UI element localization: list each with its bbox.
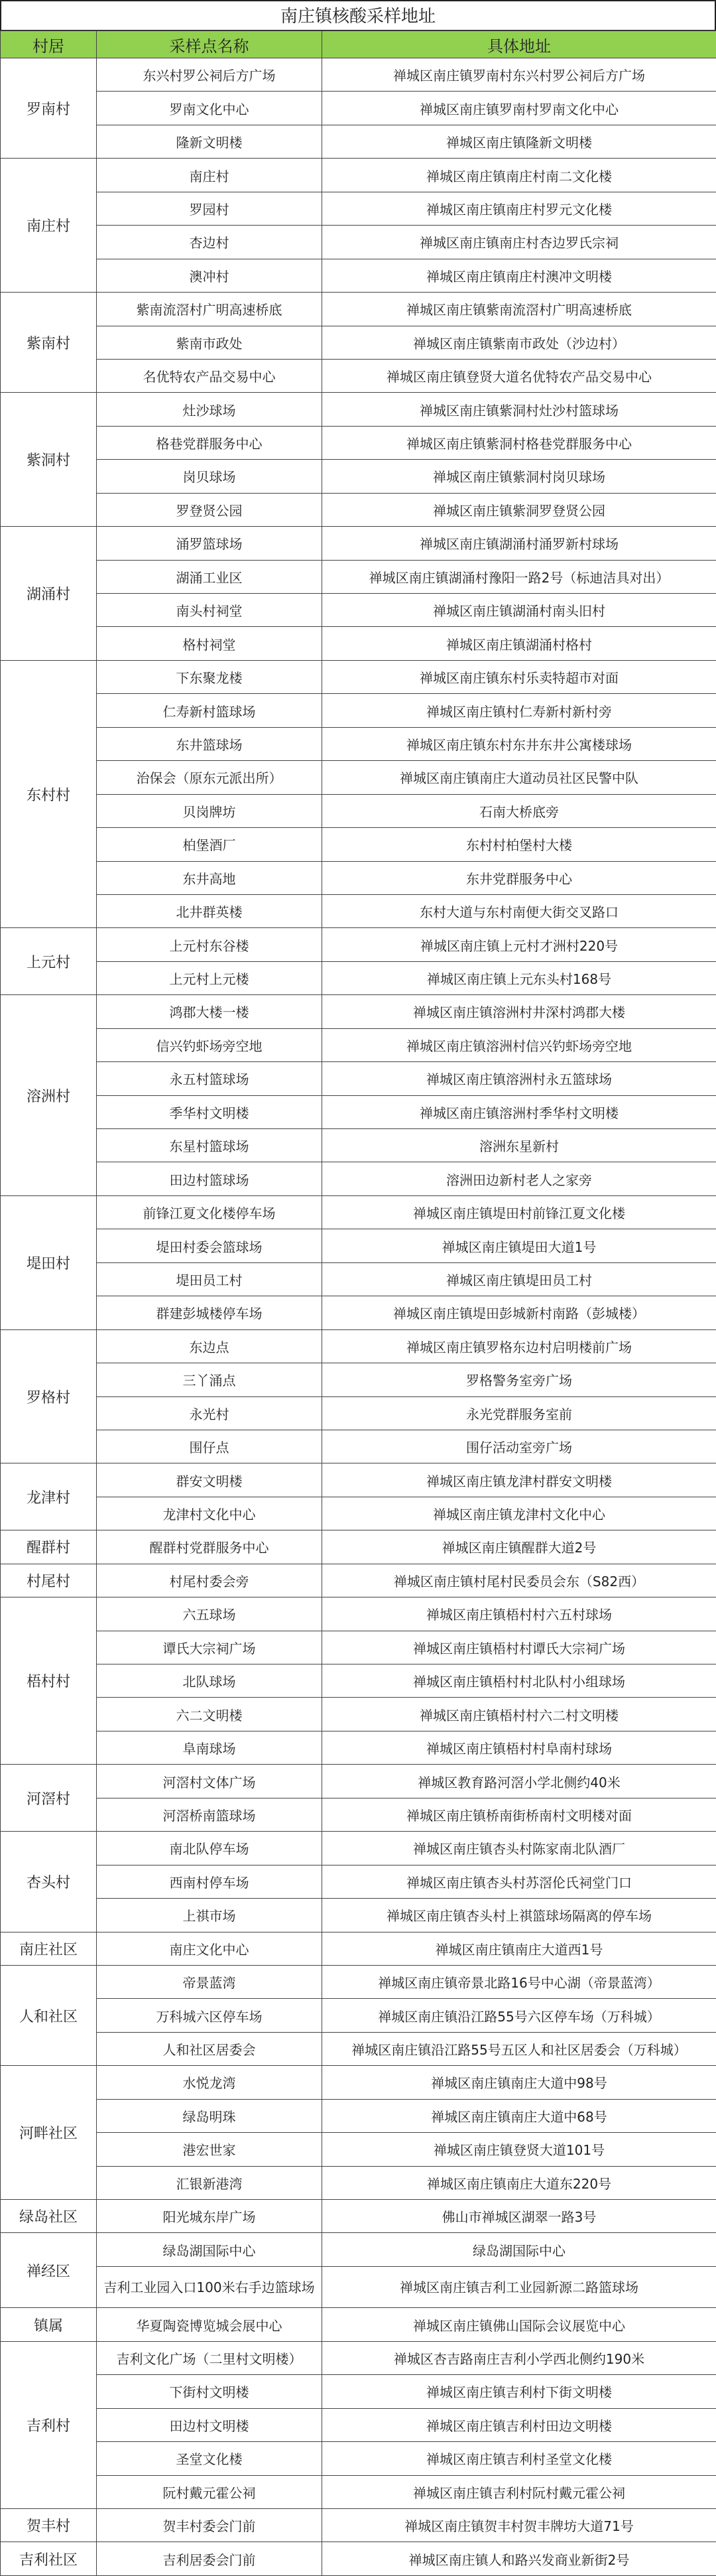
address-cell: 禅城区南庄镇溶洲村季华村文明楼 [322,1095,716,1128]
address-cell: 禅城区南庄镇杏头村陈家南北队酒厂 [322,1832,716,1865]
table-row [1,426,716,459]
village-cell: 紫洞村 [1,393,97,527]
address-cell: 禅城区南庄镇杏头村苏滘伦氏祠堂门口 [322,1865,716,1898]
table-row [1,1229,716,1262]
table-row [1,1497,716,1530]
table-row [1,2308,716,2341]
table-row [1,359,716,392]
site-name-cell: 村尾村委会旁 [97,1564,322,1597]
site-name-cell: 信兴钓虾场旁空地 [97,1028,322,1061]
table-row [1,1195,716,1229]
table-row [1,460,716,493]
table-row [1,2375,716,2408]
address-cell: 佛山市禅城区湖翠一路3号 [322,2200,716,2233]
address-cell: 绿岛湖国际中心 [322,2233,716,2266]
site-name-cell: 堤田村委会篮球场 [97,1229,322,1262]
village-cell: 上元村 [1,928,97,995]
table-row [1,627,716,660]
site-name-cell: 永五村篮球场 [97,1062,322,1095]
address-cell: 禅城区南庄镇堤田大道1号 [322,1229,716,1262]
site-name-cell: 吉利文化广场（二里村文明楼） [97,2341,322,2374]
table-row [1,527,716,560]
site-name-cell: 阜南球场 [97,1731,322,1764]
site-name-cell: 群安文明楼 [97,1463,322,1497]
page-title: 南庄镇核酸采样地址 [0,0,716,31]
village-cell: 溶洲村 [1,995,97,1196]
table-row [1,1664,716,1698]
address-cell: 禅城区南庄镇梧村村六五村球场 [322,1597,716,1631]
table-row [1,226,716,259]
site-name-cell: 谭氏大宗祠广场 [97,1631,322,1664]
table-body [1,58,716,2576]
address-cell: 禅城区南庄镇堤田员工村 [322,1262,716,1296]
address-cell: 禅城区南庄镇紫洞村岗贝球场 [322,460,716,493]
village-cell: 醒群村 [1,1530,97,1564]
table-row [1,1430,716,1463]
site-name-cell: 罗登贤公园 [97,493,322,526]
address-cell: 禅城区南庄镇南庄村杏边罗氏宗祠 [322,226,716,259]
table-row [1,1698,716,1731]
village-cell: 贺丰村 [1,2508,97,2542]
village-cell: 梧村村 [1,1597,97,1765]
village-cell: 南庄社区 [1,1932,97,1965]
table-header [1,31,716,58]
table-row [1,727,716,760]
site-name-cell: 水悦龙湾 [97,2066,322,2099]
site-name-cell: 圣堂文化楼 [97,2442,322,2475]
table-row [1,560,716,593]
table-row [1,794,716,827]
address-cell: 禅城区南庄镇东村乐卖特超市对面 [322,660,716,693]
table-row [1,259,716,292]
table-row [1,192,716,225]
table-row [1,1832,716,1865]
site-name-cell: 田边村篮球场 [97,1162,322,1195]
site-name-cell: 下东聚龙楼 [97,660,322,693]
address-cell: 溶洲东星新村 [322,1129,716,1162]
table-row [1,293,716,326]
address-cell: 禅城区南庄镇龙津村文化中心 [322,1497,716,1530]
site-name-cell: 柏堡酒厂 [97,828,322,861]
site-name-cell: 隆新文明楼 [97,125,322,158]
address-cell: 禅城区教育路河滘小学北侧约40米 [322,1765,716,1798]
site-name-cell: 东边点 [97,1329,322,1363]
site-name-cell: 灶沙球场 [97,393,322,426]
table-row [1,2442,716,2475]
table-row [1,1597,716,1631]
site-name-cell: 田边村文明楼 [97,2408,322,2441]
table-row [1,1062,716,1095]
address-cell: 禅城区南庄镇梧村村谭氏大宗祠广场 [322,1631,716,1664]
table-row [1,1363,716,1396]
site-name-cell: 人和社区居委会 [97,2032,322,2065]
address-cell: 禅城区南庄镇龙津村群安文明楼 [322,1463,716,1497]
site-name-cell: 醒群村党群服务中心 [97,1530,322,1564]
address-cell: 禅城区南庄镇湖涌村豫阳一路2号（标迪洁具对出） [322,560,716,593]
table-row [1,1899,716,1932]
address-cell: 禅城区南庄镇吉利村下街文明楼 [322,2375,716,2408]
site-name-cell: 吉利工业园入口100米右手边篮球场 [97,2266,322,2307]
address-cell: 禅城区南庄镇紫洞罗登贤公园 [322,493,716,526]
site-name-cell: 万科城六区停车场 [97,1999,322,2032]
site-name-cell: 龙津村文化中心 [97,1497,322,1530]
table-row [1,1798,716,1831]
village-cell: 河畔社区 [1,2066,97,2200]
address-cell: 禅城区南庄镇上元东头村168号 [322,961,716,994]
table-row [1,594,716,627]
address-cell: 禅城区杏吉路南庄吉利小学西北侧约190米 [322,2341,716,2374]
site-name-cell: 南北队停车场 [97,1832,322,1865]
address-cell: 东井党群服务中心 [322,861,716,894]
header-site-name: 采样点名称 [97,31,322,58]
site-name-cell: 群建彭城楼停车场 [97,1296,322,1329]
site-name-cell: 仁寿新村篮球场 [97,694,322,727]
site-name-cell: 南庄文化中心 [97,1932,322,1965]
address-cell: 禅城区南庄镇登贤大道名优特农产品交易中心 [322,359,716,392]
table-row [1,694,716,727]
village-cell: 罗格村 [1,1329,97,1463]
site-name-cell: 南头村祠堂 [97,594,322,627]
table-row [1,1530,716,1564]
site-name-cell: 罗南文化中心 [97,92,322,125]
table-row [1,92,716,125]
site-name-cell: 北队球场 [97,1664,322,1698]
table-row [1,1965,716,1998]
table-row [1,2233,716,2266]
site-name-cell: 上祺市场 [97,1899,322,1932]
table-row [1,326,716,359]
site-name-cell: 永光村 [97,1396,322,1430]
address-cell: 禅城区南庄镇吉利工业园新源二路篮球场 [322,2266,716,2307]
table-row [1,861,716,894]
site-name-cell: 季华村文明楼 [97,1095,322,1128]
address-cell: 禅城区南庄镇罗南村罗南文化中心 [322,92,716,125]
address-cell: 禅城区南庄镇南庄村澳冲文明楼 [322,259,716,292]
address-cell: 禅城区南庄镇梧村村六二村文明楼 [322,1698,716,1731]
address-cell: 禅城区南庄镇上元村才洲村220号 [322,928,716,961]
address-cell: 东村村柏堡村大楼 [322,828,716,861]
site-name-cell: 罗园村 [97,192,322,225]
village-cell: 村尾村 [1,1564,97,1597]
table-row [1,1731,716,1764]
table-row [1,2133,716,2166]
site-name-cell: 澳冲村 [97,259,322,292]
table-row [1,995,716,1028]
site-name-cell: 北井群英楼 [97,894,322,927]
address-cell: 禅城区南庄镇南庄大道动员社区民警中队 [322,761,716,794]
table-row [1,2200,716,2233]
table-row [1,1129,716,1162]
address-cell: 罗格警务室旁广场 [322,1363,716,1396]
table-row [1,961,716,994]
address-cell: 石南大桥底旁 [322,794,716,827]
site-name-cell: 六五球场 [97,1597,322,1631]
table-row [1,2066,716,2099]
village-cell: 吉利社区 [1,2542,97,2575]
address-cell: 禅城区南庄镇杏头村上祺篮球场隔离的停车场 [322,1899,716,1932]
site-name-cell: 港宏世家 [97,2133,322,2166]
address-cell: 禅城区南庄镇沿江路55号五区人和社区居委会（万科城） [322,2032,716,2065]
address-cell: 禅城区南庄镇登贤大道101号 [322,2133,716,2166]
site-name-cell: 汇银新港湾 [97,2166,322,2199]
village-cell: 东村村 [1,660,97,928]
table-row [1,2266,716,2307]
site-name-cell: 紫南流滘村广明高速桥底 [97,293,322,326]
address-cell: 禅城区南庄镇隆新文明楼 [322,125,716,158]
table-row [1,828,716,861]
address-cell: 东村大道与东村南便大街交叉路口 [322,894,716,927]
site-name-cell: 贝岗牌坊 [97,794,322,827]
address-cell: 禅城区南庄镇南庄村南二文化楼 [322,159,716,192]
address-cell: 禅城区南庄镇溶洲村永五篮球场 [322,1062,716,1095]
address-cell: 禅城区南庄镇吉利村圣堂文化楼 [322,2442,716,2475]
address-cell: 禅城区南庄镇紫洞村灶沙村篮球场 [322,393,716,426]
site-name-cell: 华夏陶瓷博览城会展中心 [97,2308,322,2341]
table-row [1,1095,716,1128]
address-cell: 禅城区南庄镇紫洞村格巷党群服务中心 [322,426,716,459]
address-cell: 禅城区南庄镇贺丰村贺丰牌坊大道71号 [322,2508,716,2542]
village-cell: 吉利村 [1,2341,97,2508]
table-row [1,1162,716,1195]
table-row [1,761,716,794]
address-cell: 禅城区南庄镇桥南街桥南村文明楼对面 [322,1798,716,1831]
table-row [1,2099,716,2132]
address-cell: 禅城区南庄镇堤田彭城新村南路（彭城楼） [322,1296,716,1329]
table-row [1,894,716,927]
site-name-cell: 围仔点 [97,1430,322,1463]
table-row [1,1999,716,2032]
address-cell: 禅城区南庄镇紫南市政处（沙边村） [322,326,716,359]
address-cell: 禅城区南庄镇溶洲村井深村鸿郡大楼 [322,995,716,1028]
address-cell: 禅城区南庄镇帝景北路16号中心湖（帝景蓝湾） [322,1965,716,1998]
table-row [1,2408,716,2441]
table-row [1,1631,716,1664]
sampling-table [0,31,716,2576]
address-cell: 禅城区南庄镇湖涌村格村 [322,627,716,660]
site-name-cell: 绿岛明珠 [97,2099,322,2132]
address-cell: 禅城区南庄镇南庄大道西1号 [322,1932,716,1965]
village-cell: 堤田村 [1,1195,97,1329]
address-cell: 禅城区南庄镇湖涌村涌罗新村球场 [322,527,716,560]
site-name-cell: 吉利居委会门前 [97,2542,322,2575]
table-row [1,1463,716,1497]
site-name-cell: 帝景蓝湾 [97,1965,322,1998]
site-name-cell: 岗贝球场 [97,460,322,493]
site-name-cell: 河滘桥南篮球场 [97,1798,322,1831]
address-cell: 禅城区南庄镇人和路兴发商业新街2号 [322,2542,716,2575]
table-row [1,1765,716,1798]
site-name-cell: 杏边村 [97,226,322,259]
village-cell: 龙津村 [1,1463,97,1530]
site-name-cell: 东星村篮球场 [97,1129,322,1162]
table-row [1,1028,716,1061]
site-name-cell: 东井篮球场 [97,727,322,760]
address-cell: 永光党群服务室前 [322,1396,716,1430]
site-name-cell: 三丫涌点 [97,1363,322,1396]
village-cell: 河滘村 [1,1765,97,1832]
address-cell: 禅城区南庄镇南庄大道中98号 [322,2066,716,2099]
table-row [1,2032,716,2065]
address-cell: 禅城区南庄镇醒群大道2号 [322,1530,716,1564]
site-name-cell: 治保会（原东元派出所） [97,761,322,794]
site-name-cell: 鸿郡大楼一楼 [97,995,322,1028]
table-row [1,159,716,192]
table-row [1,1329,716,1363]
site-name-cell: 上元村上元楼 [97,961,322,994]
table-row [1,58,716,92]
site-name-cell: 阳光城东岸广场 [97,2200,322,2233]
address-cell: 禅城区南庄镇东村东井东井公寓楼球场 [322,727,716,760]
village-cell: 罗南村 [1,58,97,159]
table-row [1,1296,716,1329]
address-cell: 禅城区南庄镇梧村村北队村小组球场 [322,1664,716,1698]
village-cell: 人和社区 [1,1965,97,2065]
address-cell: 禅城区南庄镇村尾村民委员会东（S82西） [322,1564,716,1597]
address-cell: 禅城区南庄镇吉利村阮村戴元霍公祠 [322,2475,716,2508]
site-name-cell: 紫南市政处 [97,326,322,359]
village-cell: 南庄村 [1,159,97,293]
table-row [1,660,716,693]
table-row [1,1932,716,1965]
site-name-cell: 格村祠堂 [97,627,322,660]
table-row [1,2508,716,2542]
address-cell: 围仔活动室旁广场 [322,1430,716,1463]
address-cell: 禅城区南庄镇紫南流滘村广明高速桥底 [322,293,716,326]
site-name-cell: 湖涌工业区 [97,560,322,593]
site-name-cell: 贺丰村委会门前 [97,2508,322,2542]
table-row [1,2475,716,2508]
address-cell: 禅城区南庄镇溶洲村信兴钓虾场旁空地 [322,1028,716,1061]
table-row [1,1262,716,1296]
table-row [1,1396,716,1430]
table-row [1,1865,716,1898]
table-row [1,2341,716,2374]
village-cell: 禅经区 [1,2233,97,2308]
address-cell: 禅城区南庄镇梧村村阜南村球场 [322,1731,716,1764]
village-cell: 紫南村 [1,293,97,393]
table-row [1,928,716,961]
site-name-cell: 六二文明楼 [97,1698,322,1731]
site-name-cell: 西南村停车场 [97,1865,322,1898]
table-row [1,393,716,426]
site-name-cell: 名优特农产品交易中心 [97,359,322,392]
table-row [1,2166,716,2199]
table-row [1,493,716,526]
address-cell: 禅城区南庄镇罗格东边村启明楼前广场 [322,1329,716,1363]
village-cell: 湖涌村 [1,527,97,661]
site-name-cell: 涌罗篮球场 [97,527,322,560]
site-name-cell: 东兴村罗公祠后方广场 [97,58,322,92]
site-name-cell: 上元村东谷楼 [97,928,322,961]
address-cell: 禅城区南庄镇沿江路55号六区停车场（万科城） [322,1999,716,2032]
address-cell: 禅城区南庄镇吉利村田边文明楼 [322,2408,716,2441]
site-name-cell: 南庄村 [97,159,322,192]
site-name-cell: 东井高地 [97,861,322,894]
address-cell: 禅城区南庄镇南庄大道中68号 [322,2099,716,2132]
address-cell: 禅城区南庄镇堤田村前锋江夏文化楼 [322,1195,716,1229]
village-cell: 绿岛社区 [1,2200,97,2233]
table-row [1,1564,716,1597]
site-name-cell: 绿岛湖国际中心 [97,2233,322,2266]
site-name-cell: 格巷党群服务中心 [97,426,322,459]
site-name-cell: 堤田员工村 [97,1262,322,1296]
site-name-cell: 前锋江夏文化楼停车场 [97,1195,322,1229]
village-cell: 镇属 [1,2308,97,2341]
header-address: 具体地址 [322,31,716,58]
address-cell: 禅城区南庄镇佛山国际会议展览中心 [322,2308,716,2341]
address-cell: 禅城区南庄镇南庄村罗元文化楼 [322,192,716,225]
address-cell: 禅城区南庄镇村仁寿新村新村旁 [322,694,716,727]
table-row [1,2542,716,2575]
site-name-cell: 下街村文明楼 [97,2375,322,2408]
address-cell: 禅城区南庄镇南庄大道东220号 [322,2166,716,2199]
address-cell: 禅城区南庄镇罗南村东兴村罗公祠后方广场 [322,58,716,92]
address-cell: 禅城区南庄镇湖涌村南头旧村 [322,594,716,627]
site-name-cell: 阮村戴元霍公祠 [97,2475,322,2508]
site-name-cell: 河滘村文体广场 [97,1765,322,1798]
table-row [1,125,716,158]
address-cell: 溶洲田边新村老人之家旁 [322,1162,716,1195]
header-village: 村居 [1,31,97,58]
village-cell: 杏头村 [1,1832,97,1932]
